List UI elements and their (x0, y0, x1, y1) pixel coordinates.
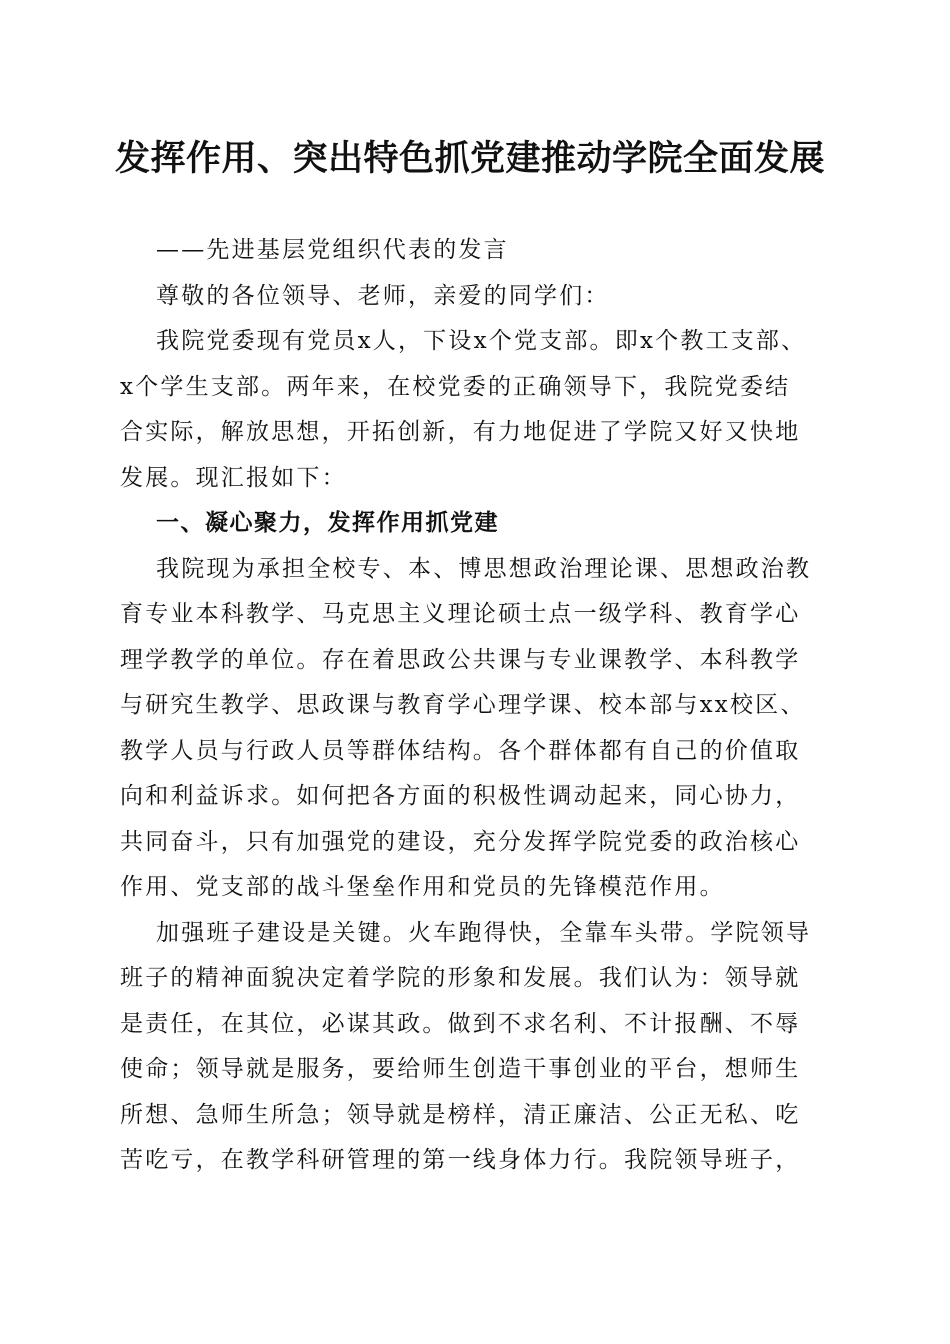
paragraph-line: 教学人员与行政人员等群体结构。各个群体都有自己的价值取 (120, 737, 801, 764)
paragraph-line: 共同奋斗，只有加强党的建设，充分发挥学院党委的政治核心 (120, 828, 801, 855)
paragraph-line: 与研究生教学、思政课与教育学心理学课、校本部与xx校区、 (120, 692, 806, 718)
paragraph-line: 班子的精神面貌决定着学院的形象和发展。我们认为：领导就 (120, 965, 801, 991)
paragraph-line: 育专业本科教学、马克思主义理论硕士点一级学科、教育学心 (120, 601, 801, 627)
greeting: 尊敬的各位领导、老师，亲爱的同学们： (156, 282, 610, 309)
paragraph-line: 苦吃亏，在教学科研管理的第一线身体力行。我院领导班子， (120, 1147, 801, 1173)
paragraph-line: 我院党委现有党员x人，下设x个党支部。即x个教工支部、 (156, 328, 807, 354)
section-heading: 一、凝心聚力，发挥作用抓党建 (156, 510, 499, 536)
subtitle: ——先进基层党组织代表的发言 (156, 237, 509, 263)
paragraph-line: 我院现为承担全校专、本、博思想政治理论课、思想政治教 (156, 555, 812, 582)
paragraph-line: 合实际，解放思想，开拓创新，有力地促进了学院又好又快地 (120, 419, 801, 445)
paragraph-line: 作用、党支部的战斗堡垒作用和党员的先锋模范作用。 (120, 874, 725, 900)
document-body (120, 228, 832, 1184)
document-title: 发挥作用、突出特色抓党建推动学院全面发展 (114, 138, 825, 179)
paragraph-line: 所想、急师生所急；领导就是榜样，清正廉洁、公正无私、吃 (120, 1101, 801, 1128)
paragraph-line: 加强班子建设是关键。火车跑得快，全靠车头带。学院领导 (156, 919, 812, 946)
paragraph-line: 发展。现汇报如下： (120, 464, 347, 491)
paragraph-line: 使命；领导就是服务，要给师生创造干事创业的平台，想师生 (120, 1056, 801, 1082)
paragraph-line: x个学生支部。两年来，在校党委的正确领导下，我院党委结 (120, 373, 791, 400)
paragraph-line: 理学教学的单位。存在着思政公共课与专业课教学、本科教学 (120, 646, 801, 673)
paragraph-line: 向和利益诉求。如何把各方面的积极性调动起来，同心协力， (120, 783, 801, 809)
paragraph-line: 是责任，在其位，必谋其政。做到不求名利、不计报酬、不辱 (120, 1010, 801, 1037)
